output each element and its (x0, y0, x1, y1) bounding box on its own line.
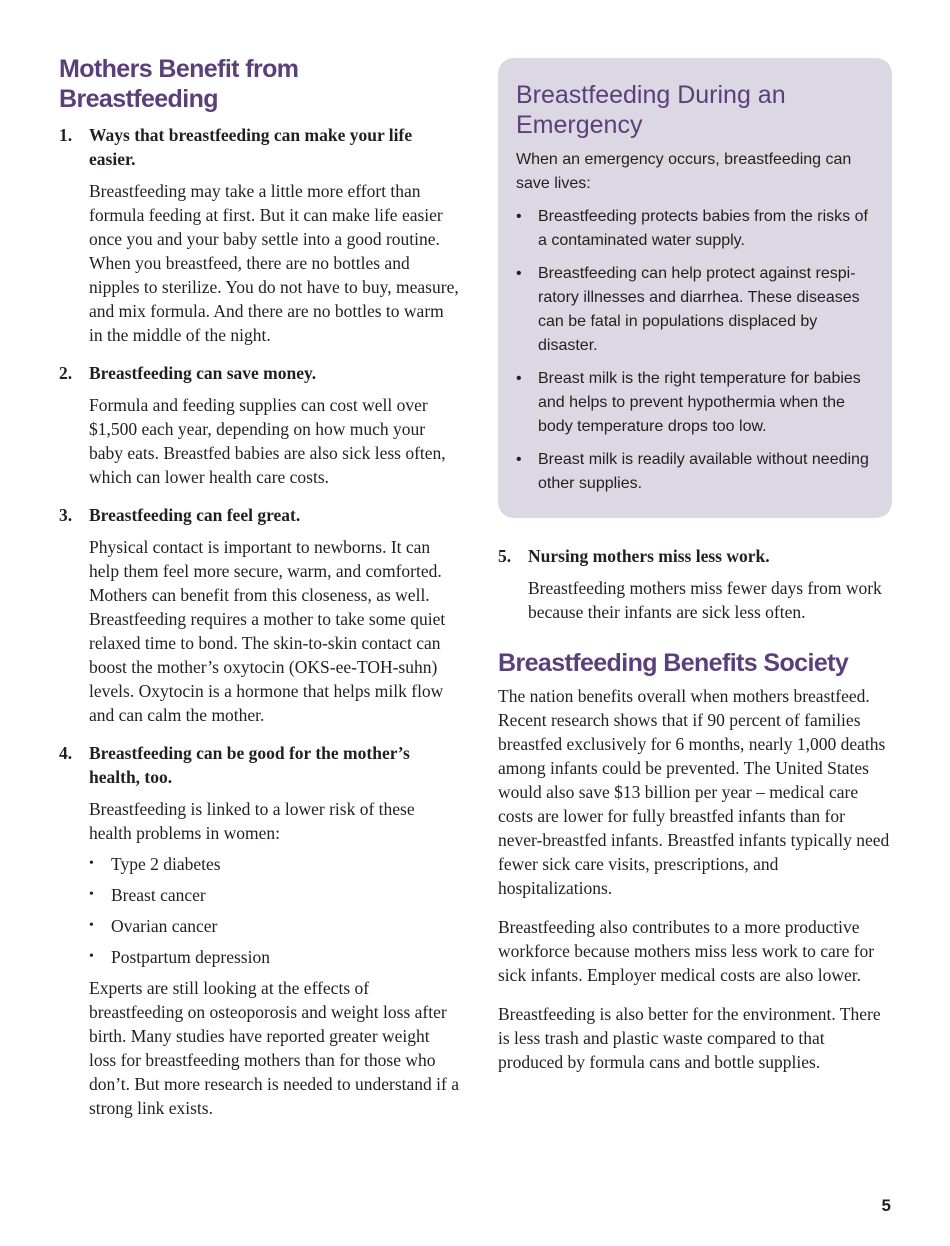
item-paragraph: Physical contact is important to newborns. It can help them feel more secure, warm, and comforted. Mothers can benefit from this closeness, as well. Breastfeeding requires a mother to take some quiet relaxed time to bond. The skin-to-skin contact can boost the mother’s oxytocin (OKS-ee-TOH-suhn) levels. Oxytocin is a hormone that helps milk flow and can calm the mother. (89, 537, 446, 725)
bullet-icon: • (516, 265, 522, 282)
emergency-callout-box (498, 58, 892, 518)
item-number: 1. (59, 125, 73, 145)
list-item-5 (498, 544, 892, 624)
bullet-icon: • (516, 451, 522, 468)
item-number: 4. (59, 743, 73, 763)
society-paragraph: Breastfeeding also contributes to a more productive workforce because mothers miss less work to care for sick infants. Employer medical costs are also lower. (498, 917, 875, 985)
emergency-bullet-list (516, 205, 874, 496)
bullet-item: • Breast cancer (89, 885, 206, 905)
item-paragraph: Breastfeeding mothers miss fewer days from work because their infants are sick less often. (528, 578, 882, 622)
page-number: 5 (881, 1196, 891, 1215)
bullet-icon: • (516, 208, 522, 225)
list-item-4 (59, 741, 459, 1120)
bullet-icon: • (89, 887, 94, 902)
right-column (498, 58, 892, 1074)
bullet-icon: • (89, 918, 94, 933)
bullet-icon: • (516, 370, 522, 387)
bullet-icon: • (89, 856, 94, 871)
item-paragraph: Experts are still looking at the effects of breastfeeding on osteoporosis and weight loss after birth. Many studies have reported greater weight loss for breastfeeding mothers than for those who don’t. But more research is needed to understand if a strong link exists. (89, 978, 459, 1118)
item-number: 2. (59, 363, 73, 383)
item-heading: Breastfeeding can feel great. (89, 505, 301, 525)
bullet-item: • Type 2 diabetes (89, 854, 221, 874)
bullet-item: • Ovarian cancer (89, 916, 218, 936)
item-heading: Breastfeeding can save money. (89, 363, 317, 383)
left-column (59, 54, 459, 1120)
item-paragraph: Breastfeeding may take a little more effort than formula feeding at first. But it can make life easier once you and your baby settle into a good routine. When you breastfeed, there are no bottles and nipples to sterilize. You do not have to buy, measure, and mix formula. And there are no bottles to warm in the middle of the night. (89, 181, 459, 345)
health-bullet-list (89, 852, 459, 969)
list-item-3 (59, 503, 459, 727)
box-title: Breastfeeding During an Emergency (516, 81, 786, 139)
society-paragraph: The nation benefits overall when mothers breastfeed. Recent research shows that if 90 percent of families breastfed exclusively for 6 months, nearly 1,000 deaths among infants could be prevented. The United States would also save $13 billion per year – medical care costs are lower for fully breastfed infants than for never-breastfed infants. Breastfed infants typically need fewer sick care visits, prescriptions, and hospitalizations. (498, 686, 890, 898)
item-number: 3. (59, 505, 73, 525)
item-heading: Nursing mothers miss less work. (528, 546, 770, 566)
list-item-2 (59, 361, 459, 489)
item-paragraph: Formula and feeding supplies can cost well over $1,500 each year, depending on how much your baby eats. Breastfed babies are also sick less often, which can lower health care costs. (89, 395, 446, 487)
section-title-mothers: Mothers Benefit from Breastfeeding (59, 55, 299, 113)
bullet-icon: • (89, 949, 94, 964)
list-item-1 (59, 123, 459, 347)
society-paragraph: Breastfeeding is also better for the environment. There is less trash and plastic waste compared to that produced by formula cans and bottle supplies. (498, 1004, 881, 1072)
section-title-society: Breastfeeding Benefits Society (498, 649, 849, 677)
item-heading: Breastfeeding can be good for the mother’s health, too. (89, 743, 410, 787)
bullet-item: • Breastfeeding protects babies from the risks of a contaminated water supply. (516, 205, 874, 253)
bullet-item: • Postpartum depression (89, 947, 270, 967)
bullet-item: • Breastfeeding can help protect against respiratory illnesses and diarrhea. These diseases can be fatal in populations displaced by disaster. (516, 262, 874, 358)
item-paragraph: Breastfeeding is linked to a lower risk of these health problems in women: (89, 799, 415, 843)
bullet-item: • Breast milk is readily available without needing other supplies. (516, 448, 874, 496)
bullet-item: • Breast milk is the right temperature for babies and helps to prevent hypothermia when the body temperature drops too low. (516, 367, 874, 439)
item-number: 5. (498, 546, 512, 566)
item-heading: Ways that breastfeeding can make your life easier. (89, 125, 413, 169)
box-intro: When an emergency occurs, breastfeeding can save lives: (516, 151, 852, 192)
